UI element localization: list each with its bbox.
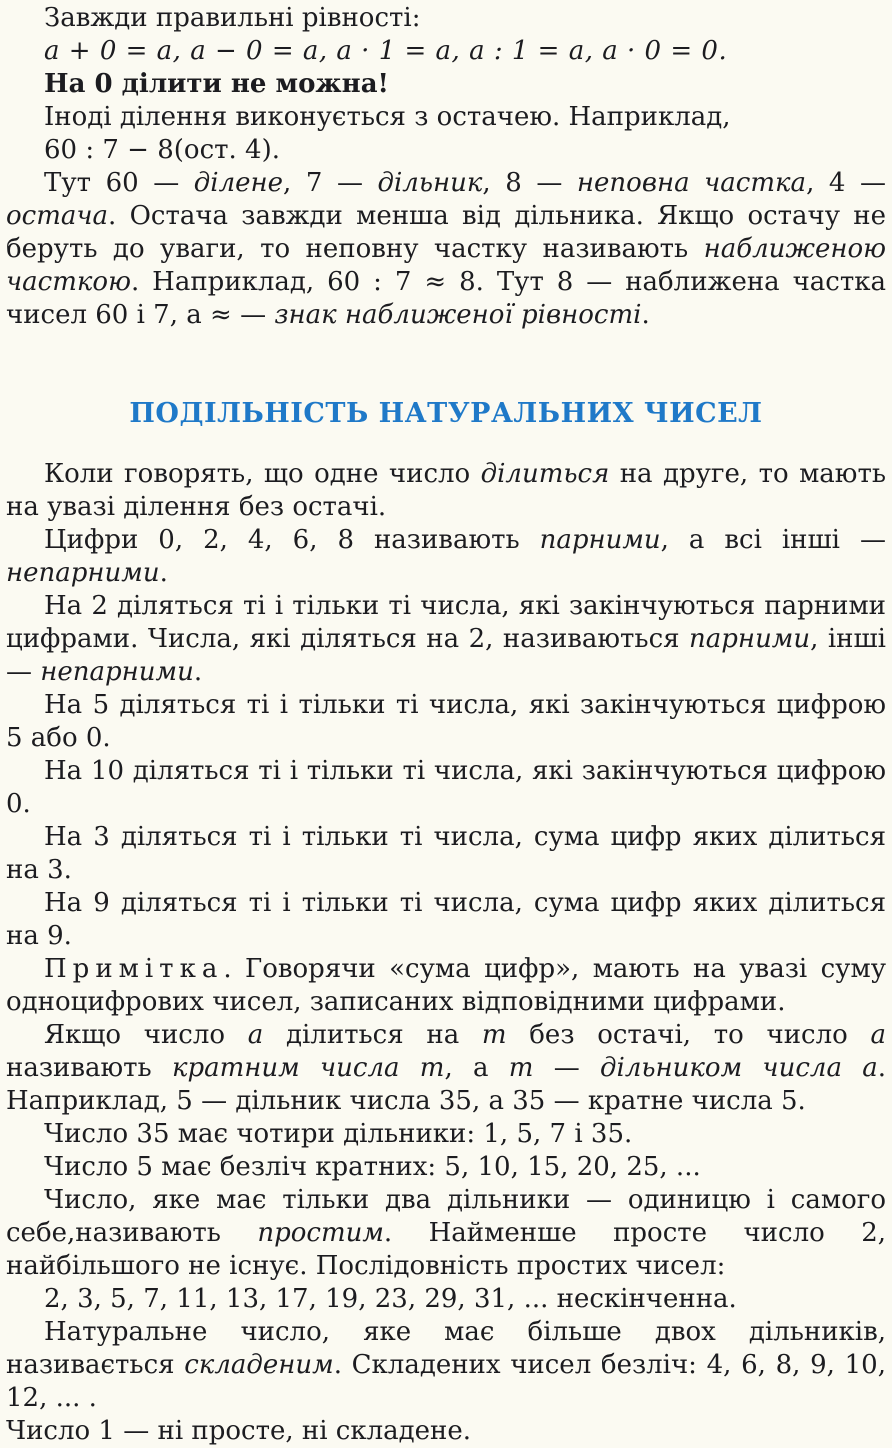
text-run: На 9 діляться ті і тільки ті числа, сума цифр яких ділиться на 9. [6, 888, 886, 951]
emphasis-text: Примітка [44, 954, 224, 984]
text-run: . [641, 300, 650, 330]
text-run: називають [6, 1053, 172, 1083]
text-run: 2, 3, 5, 7, 11, 13, 17, 19, 23, 29, 31, ... нескінченна. [44, 1284, 737, 1314]
emphasis-text: дільником числа a [600, 1053, 878, 1083]
text-run: Число 5 має безліч кратних: 5, 10, 15, 20, 25, ... [44, 1152, 701, 1182]
emphasis-text: неповна частка [576, 168, 807, 198]
emphasis-text: a [870, 1020, 887, 1050]
emphasis-text: непарними [6, 558, 160, 588]
emphasis-text: дільник [377, 168, 483, 198]
emphasis-text: кратним числа m [171, 1053, 445, 1083]
emphasis-text: простим [257, 1218, 384, 1248]
text-run: , 4 — [806, 168, 886, 198]
text-run: На 5 діляться ті і тільки ті числа, які закінчуються цифрою 5 або 0. [6, 690, 886, 753]
text-run: Коли говорять, що одне число [44, 459, 481, 489]
terminology-paragraph [6, 167, 886, 332]
intro-block [6, 0, 886, 332]
text-run: На 10 діляться ті і тільки ті числа, які закінчуються цифрою 0. [6, 756, 886, 819]
text-run: на друге, то мають на увазі ділення без остачі. [6, 459, 886, 522]
text-run: . Наприклад, 60 : 7 ≈ 8. Тут 8 — наближена частка чисел 60 і 7, а ≈ — [6, 267, 886, 330]
section-paragraph [6, 458, 886, 524]
text-run: , а всі інші — [660, 525, 886, 555]
text-run: ділиться на [263, 1020, 482, 1050]
remainder-example: 60 : 7 − 8(ост. 4). [44, 135, 280, 165]
section-paragraph [6, 953, 886, 1019]
text-run: , 7 — [283, 168, 378, 198]
emphasis-text: остача [6, 201, 109, 231]
section-paragraph [6, 821, 886, 887]
emphasis-text: знак наближеної рівності [274, 300, 642, 330]
text-run: . Остача завжди менша від дільника. Якщо остачу не беруть до уваги, то неповну частку називають [6, 201, 886, 264]
text-run: , 8 — [482, 168, 577, 198]
text-run: . Наприклад, 5 — дільник числа 35, а 35 — кратне числа 5. [6, 1053, 887, 1116]
emphasis-text: a [247, 1020, 264, 1050]
text-run: . [159, 558, 168, 588]
division-by-zero-warning: На 0 ділити не можна! [44, 69, 389, 99]
text-run: . Складених чисел безліч: 4, 6, 8, 9, 10, 12, ... . [6, 1350, 886, 1413]
remainder-intro: Іноді ділення виконується з остачею. Наприклад, [44, 102, 731, 132]
section-body [6, 458, 886, 1415]
identities-intro: Завжди правильні рівності: [44, 3, 421, 33]
text-run: — [533, 1053, 601, 1083]
section-paragraph [6, 1316, 886, 1415]
emphasis-text: ділиться [480, 459, 610, 489]
emphasis-text: m [508, 1053, 534, 1083]
section-paragraph [6, 887, 886, 953]
section-paragraph [6, 524, 886, 590]
text-run: без остачі, то число [506, 1020, 871, 1050]
section-paragraph [6, 1118, 886, 1151]
text-run: Натуральне число, яке має більше двох дільників, називається [6, 1317, 886, 1380]
text-run: . Говорячи «сума цифр», мають на увазі суму одноцифрових чисел, записаних відповідними цифрами. [6, 954, 886, 1017]
identities-formula: a + 0 = a, a − 0 = a, a · 1 = a, a : 1 = a, a · 0 = 0. [44, 36, 728, 66]
emphasis-text: парними [689, 624, 811, 654]
text-run: , інші — [6, 624, 886, 687]
text-run: . [193, 657, 203, 687]
text-run: , а [444, 1053, 509, 1083]
section-paragraph [6, 1283, 886, 1316]
emphasis-text: m [481, 1020, 507, 1050]
section-title: ПОДІЛЬНІСТЬ НАТУРАЛЬНИХ ЧИСЕЛ [129, 398, 763, 429]
section-paragraph [6, 1019, 886, 1118]
section-paragraph [6, 1151, 886, 1184]
text-run: Число, яке має тільки два дільники — одиницю і самого себе,називають [6, 1185, 886, 1248]
text-run: Число 35 має чотири дільники: 1, 5, 7 і 35. [44, 1119, 633, 1149]
text-run: На 3 діляться ті і тільки ті числа, сума цифр яких ділиться на 3. [6, 822, 886, 885]
text-run: . Найменше просте число 2, найбільшого не існує. Послідовність простих чисел: [6, 1218, 886, 1281]
section-paragraph [6, 755, 886, 821]
emphasis-text: складеним [184, 1350, 334, 1380]
section-paragraph [6, 689, 886, 755]
emphasis-text: непарними [40, 657, 194, 687]
text-run: Якщо число [44, 1020, 248, 1050]
emphasis-text: ділене [193, 168, 284, 198]
emphasis-text: парними [539, 525, 661, 555]
text-run: На 2 діляться ті і тільки ті числа, які закінчуються парними цифрами. Числа, які діляться на 2, називаються [6, 591, 886, 654]
last-line: Число 1 — ні просте, ні складене. [6, 1416, 472, 1446]
section-paragraph [6, 1184, 886, 1283]
text-run: Цифри 0, 2, 4, 6, 8 називають [44, 525, 540, 555]
text-run: Тут 60 — [44, 168, 194, 198]
emphasis-text: наближеною часткою [6, 234, 886, 297]
section-paragraph [6, 590, 886, 689]
